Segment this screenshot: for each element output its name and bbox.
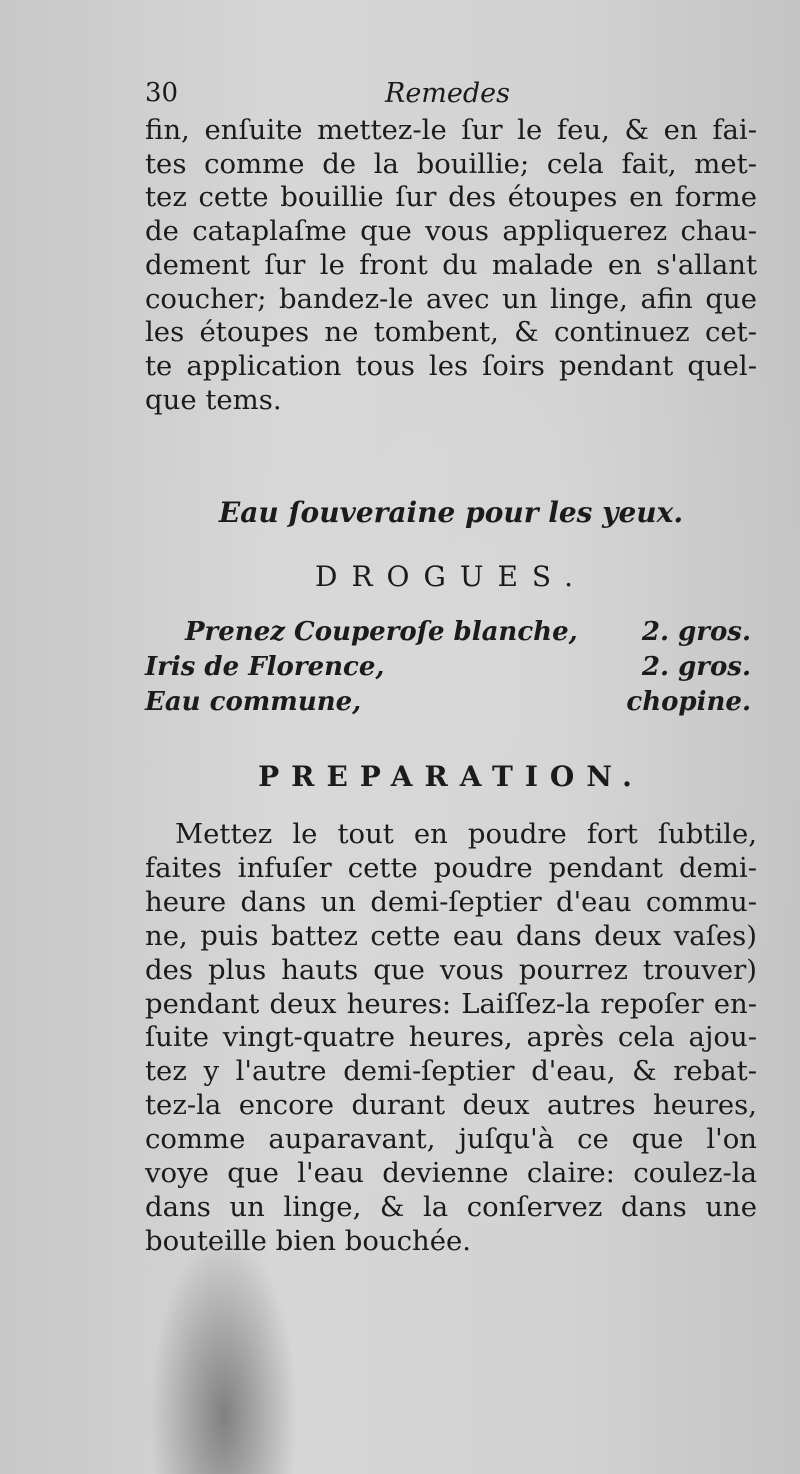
paragraph-continuation: [145, 114, 757, 417]
running-title: Remedes: [385, 78, 511, 109]
text-line: dement ſur le front du malade en s'allant: [145, 248, 757, 281]
text-line: Mettez le tout en poudre fort ſubtile,: [175, 818, 757, 850]
text-line: de cataplaſme que vous appliquerez chau-: [145, 215, 757, 248]
ingredient-name: Prenez Couperoſe blanche,: [185, 617, 578, 647]
text-line: tez cette bouillie ſur des étoupes en forme: [145, 181, 757, 214]
text-line: fin, enſuite mettez-le ſur le feu, & en fai-: [145, 114, 757, 146]
ingredient-name: Eau commune,: [145, 687, 362, 717]
text-line: faites infuſer cette poudre pendant demi-: [145, 851, 757, 884]
text-line: pendant deux heures: Laiſſez-la repoſer en-: [145, 987, 757, 1020]
preparation-heading: PREPARATION.: [258, 760, 644, 793]
page-number: 30: [145, 78, 179, 108]
text-line: tez-la encore durant deux autres heures,: [145, 1089, 757, 1122]
page-header: [145, 78, 765, 118]
text-line: voye que l'eau devienne claire: coulez-la: [145, 1157, 757, 1190]
text-line: des plus hauts que vous pourrez trouver): [145, 953, 757, 986]
text-line: les étoupes ne tombent, & continuez cet-: [145, 316, 757, 349]
text-line: heure dans un demi-ſeptier d'eau commu-: [145, 885, 757, 918]
text-line: dans un linge, & la conſervez dans une: [145, 1190, 757, 1223]
ingredient-list: [145, 617, 757, 722]
text-line: que tems.: [145, 383, 282, 416]
ingredient-row: [145, 652, 757, 687]
drogues-heading: DROGUES.: [315, 560, 587, 593]
text-line: te application tous les ſoirs pendant quel-: [145, 349, 757, 382]
text-line: tes comme de la bouillie; cela fait, met-: [145, 147, 757, 180]
text-line: comme auparavant, juſqu'à ce que l'on: [145, 1123, 757, 1156]
text-line: ne, puis battez cette eau dans deux vaſes): [145, 919, 757, 952]
text-line: bouteille bien bouchée.: [145, 1224, 471, 1257]
ingredient-quantity: 2. gros.: [641, 652, 751, 682]
ingredient-name: Iris de Florence,: [145, 652, 385, 682]
ingredient-quantity: chopine.: [626, 687, 751, 717]
recipe-title: Eau ſouveraine pour les yeux.: [218, 496, 684, 529]
ingredient-quantity: 2. gros.: [641, 617, 751, 647]
text-line: coucher; bandez-le avec un linge, afin que: [145, 282, 757, 315]
ingredient-row: [145, 687, 757, 722]
preparation-paragraph: [145, 818, 757, 1259]
ingredient-row: [145, 617, 757, 652]
text-line: tez y l'autre demi-ſeptier d'eau, & rebat-: [145, 1055, 757, 1088]
text-line: ſuite vingt-quatre heures, après cela ajou-: [145, 1021, 757, 1054]
